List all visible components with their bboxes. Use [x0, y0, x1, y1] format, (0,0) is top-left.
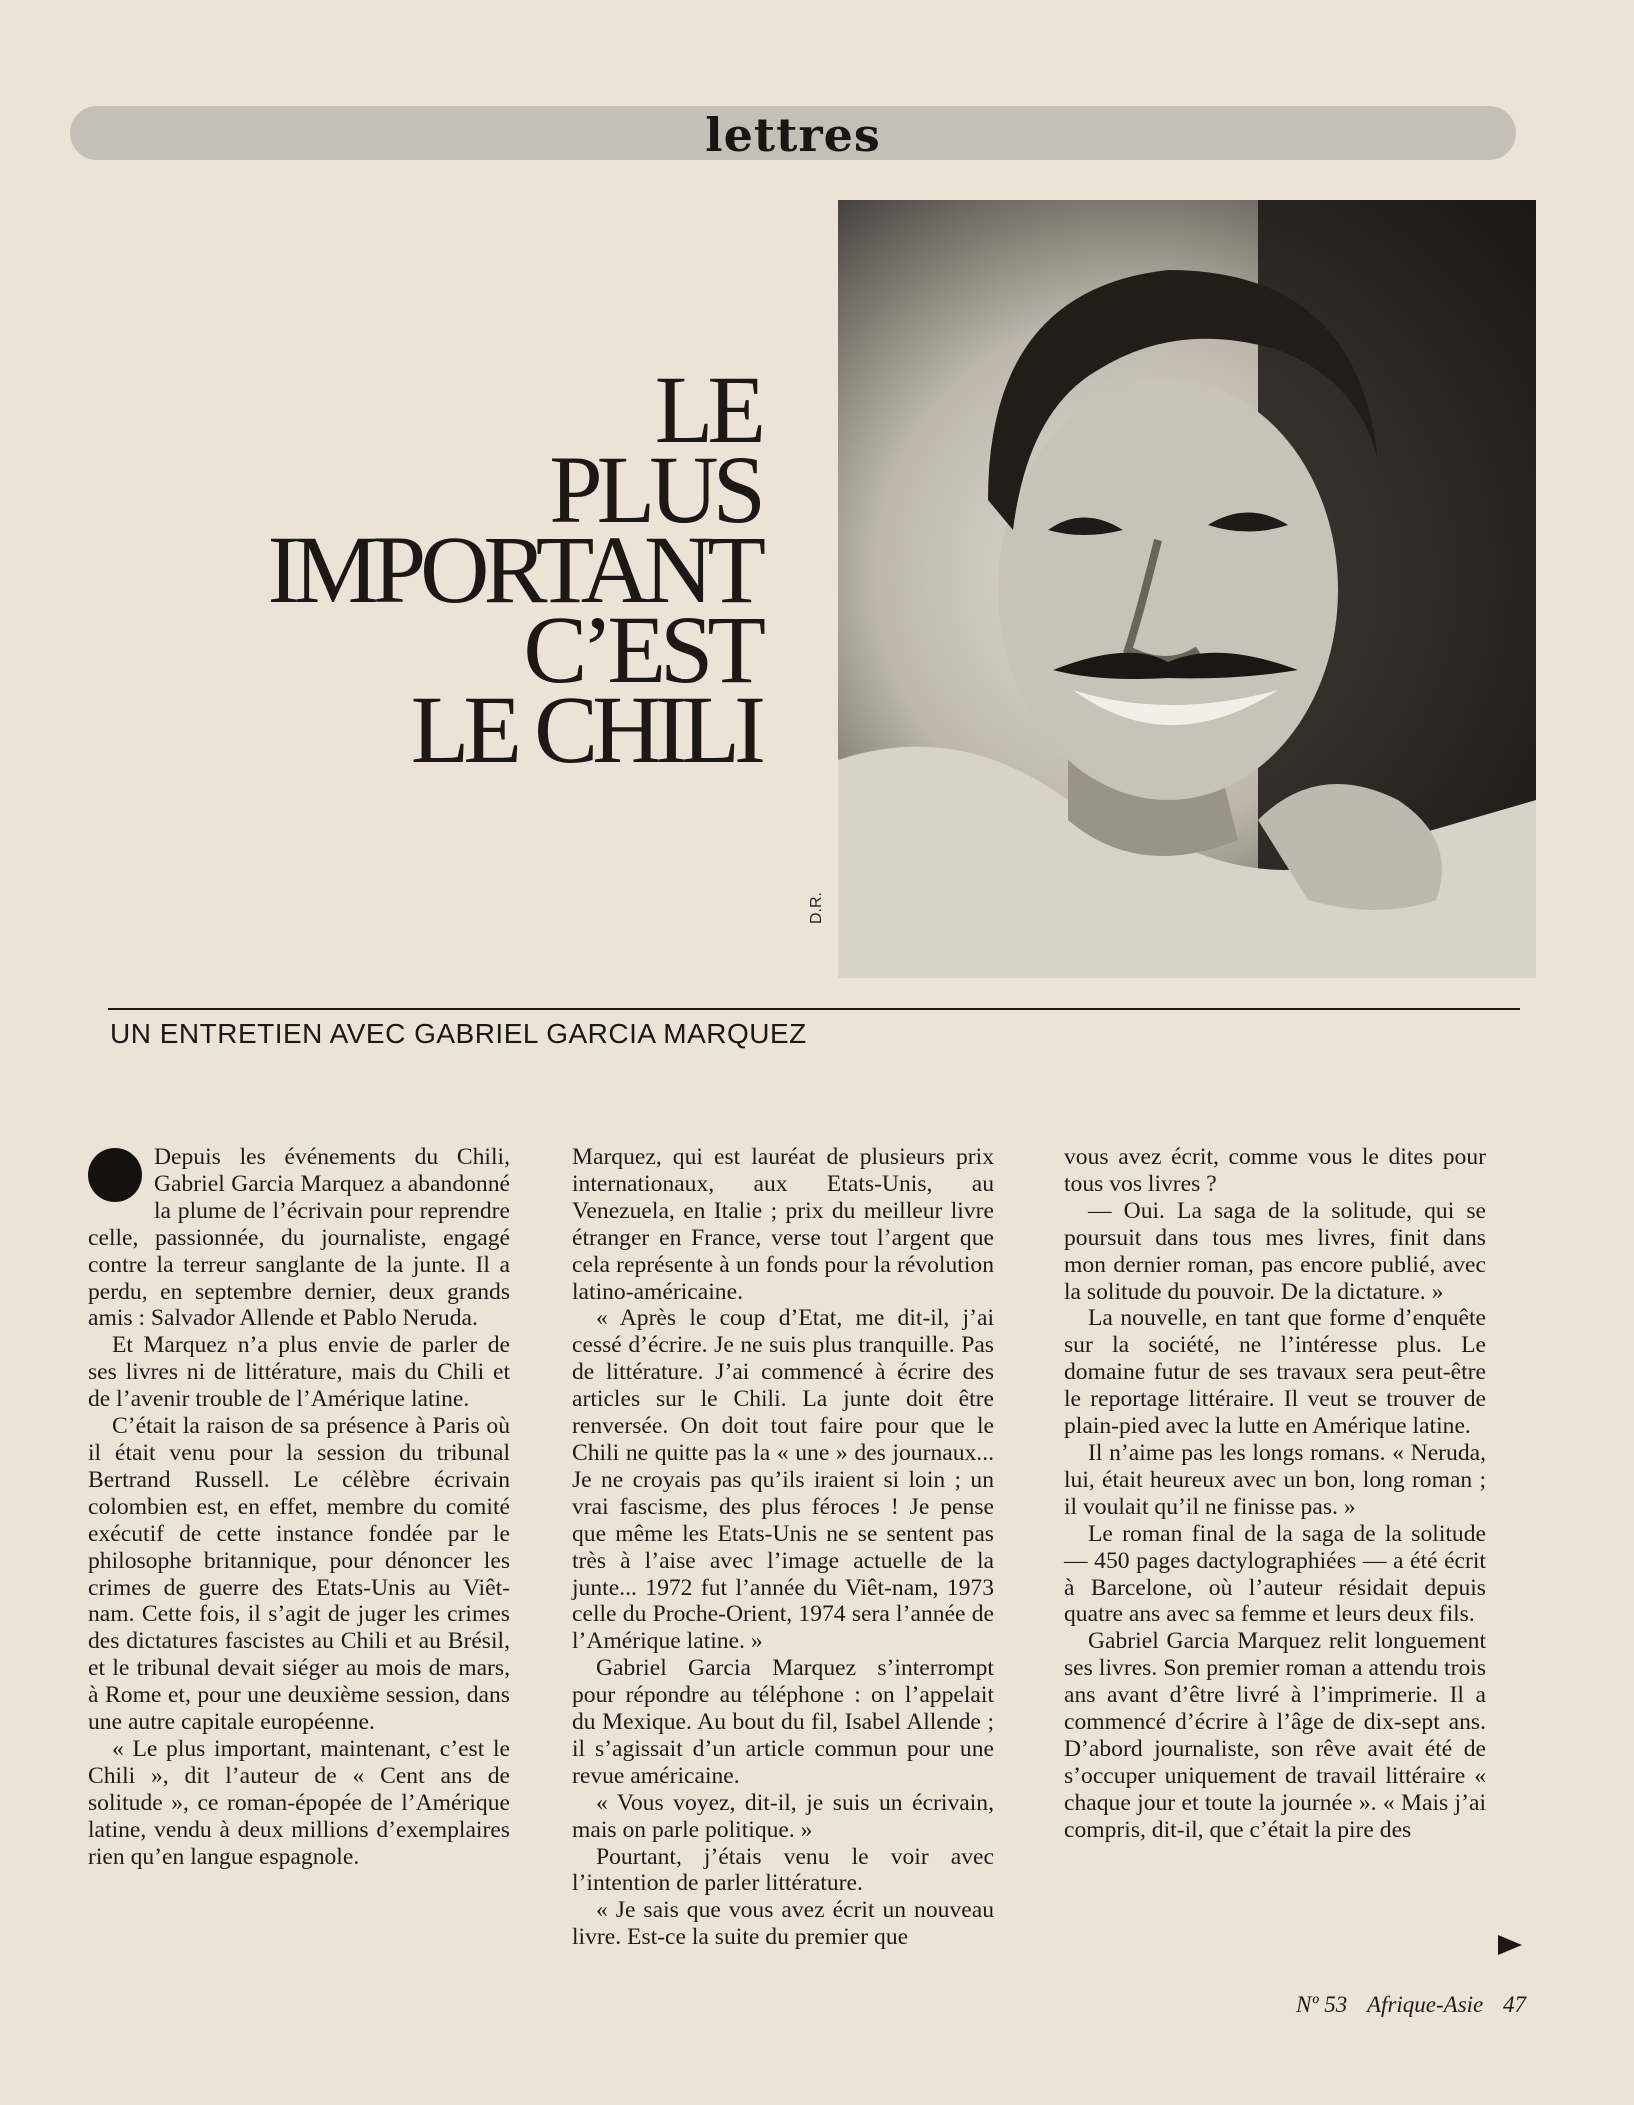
interview-subheading: UN ENTRETIEN AVEC GABRIEL GARCIA MARQUEZ	[110, 1018, 807, 1049]
article-paragraph: vous avez écrit, comme vous le dites pour tous vos livres ?	[1064, 1144, 1486, 1197]
article-paragraph: Le roman final de la saga de la solitude — 450 pages dactylographiées — a été écrit à Barcelone, où l’auteur résidait depuis quatre ans avec sa femme et leurs deux fils.	[1064, 1520, 1486, 1628]
article-paragraph: Et Marquez n’a plus envie de parler de ses livres ni de littérature, mais du Chili et de l’avenir trouble de l’Amérique latine.	[88, 1332, 510, 1413]
headline-line: LE CHILI	[410, 676, 760, 783]
article-paragraph: La nouvelle, en tant que forme d’enquête sur la société, ne l’intéresse plus. Le domaine futur de ses travaux sera peut-être le reportage littéraire. Il veut se trouver de plain-pied avec la lutte en Amérique latine.	[1064, 1305, 1486, 1440]
article-paragraph: Il n’aime pas les longs romans. « Neruda, lui, était heureux avec un bon, long roman ; il voulait qu’il ne finisse pas. »	[1064, 1439, 1486, 1520]
section-banner	[70, 106, 1516, 160]
author-portrait-photo	[838, 200, 1536, 978]
headline-line: C’EST	[523, 596, 760, 703]
headline-line: IMPORTANT	[267, 516, 760, 623]
portrait-illustration	[838, 200, 1536, 978]
photo-credit: D.R.	[808, 892, 825, 924]
article-paragraph: Pourtant, j’étais venu le voir avec l’intention de parler littérature.	[572, 1843, 994, 1897]
headline-line: PLUS	[549, 436, 760, 543]
issue-number: Nº 53	[1296, 1992, 1348, 2017]
article-column-2	[572, 1144, 994, 1951]
headline	[100, 356, 760, 783]
headline-line: LE	[654, 356, 760, 463]
article-paragraph: C’était la raison de sa présence à Paris où il était venu pour la session du tribunal Bertrand Russell. Le célèbre écrivain colombien est, en effet, membre du comité exécutif de cette instance fondée par le philosophe britannique, pour dénoncer les crimes de guerre des Etats-Unis au Viêt-nam. Cette fois, il s’agit de juger les crimes des dictatures fascistes au Chili et au Brésil, et le tribunal devait siéger au mois de mars, à Rome et, pour une deuxième session, dans une autre capitale européenne.	[88, 1413, 510, 1736]
divider-rule	[108, 1008, 1520, 1010]
article-column-3	[1064, 1144, 1486, 1844]
lead-bullet-icon	[88, 1148, 142, 1202]
article-paragraph: Depuis les événements du Chili, Gabriel Garcia Marquez a abandonné la plume de l’écrivain pour reprendre celle, passionnée, du journaliste, engagé contre la terreur sanglante de la junte. Il a perdu, en septembre dernier, deux grands amis : Salvador Allende et Pablo Neruda.	[88, 1144, 510, 1332]
page-footer	[1282, 1992, 1526, 2018]
article-paragraph: « Le plus important, maintenant, c’est le Chili », dit l’auteur de « Cent ans de solitude », ce roman-épopée de l’Amérique latine, vendu à deux millions d’exemplaires rien qu’en langue espagnole.	[88, 1735, 510, 1870]
page-number: 47	[1503, 1992, 1526, 2017]
article-paragraph: « Après le coup d’Etat, me dit-il, j’ai cessé d’écrire. Je ne suis plus tranquille. Pas de littérature. J’ai commencé à écrire des articles sur le Chili. La junte doit être renversée. On doit tout faire pour que le Chili ne quitte pas la « une » des journaux... Je ne croyais pas qu’ils iraient si loin ; un vrai fascisme, des plus féroces ! Je pense que même les Etats-Unis ne se sentent pas très à l’aise avec l’image actuelle de la junte... 1972 fut l’année du Viêt-nam, 1973 celle du Proche-Orient, 1974 sera l’année de l’Amérique latine. »	[572, 1305, 994, 1655]
publication-name: Afrique-Asie	[1367, 1992, 1484, 2017]
continue-arrow-icon	[1498, 1935, 1522, 1955]
article-paragraph: « Vous voyez, dit-il, je suis un écrivain, mais on parle politique. »	[572, 1789, 994, 1843]
article-paragraph: Gabriel Garcia Marquez relit longuement ses livres. Son premier roman a attendu trois ans avant d’être livré à l’imprimerie. Il a commencé d’écrire à l’âge de dix-sept ans. D’abord journaliste, son rêve avait été de s’occuper uniquement de travail littéraire « chaque jour et toute la journée ». « Mais j’ai compris, dit-il, que c’était la pire des	[1064, 1628, 1486, 1843]
article-paragraph: Gabriel Garcia Marquez s’interrompt pour répondre au téléphone : on l’appelait du Mexique. Au bout du fil, Isabel Allende ; il s’agissait d’un article commun pour une revue américaine.	[572, 1655, 994, 1789]
article-paragraph: Marquez, qui est lauréat de plusieurs prix internationaux, aux Etats-Unis, au Venezuela, en Italie ; prix du meilleur livre étranger en France, verse tout l’argent que cela représente à un fonds pour la révolution latino-américaine.	[572, 1144, 994, 1305]
article-column-1	[88, 1144, 510, 1870]
section-label: lettres	[705, 108, 881, 162]
article-paragraph: « Je sais que vous avez écrit un nouveau livre. Est-ce la suite du premier que	[572, 1897, 994, 1951]
article-paragraph: — Oui. La saga de la solitude, qui se poursuit dans tous mes livres, finit dans mon dernier roman, pas encore publié, avec la solitude du pouvoir. De la dictature. »	[1064, 1197, 1486, 1305]
